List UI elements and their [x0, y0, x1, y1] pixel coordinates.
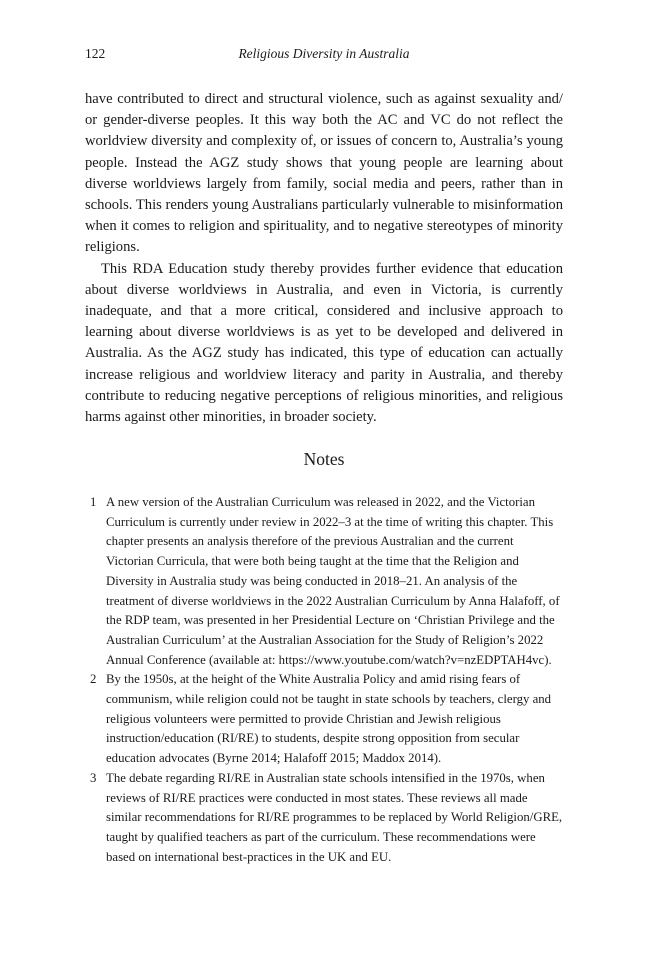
note-text: A new version of the Australian Curriculum was released in 2022, and the Victorian Curriculum is currently under review in 2022–3 at the time of writing this chapter. This chapter presents an analysis therefore of the previous Australian and the current Victorian Curricula, that were both being taught at the time that the Religion and Diversity in Australia study was being conducted in 2018–21. An analysis of the treatment of diverse worldviews in the 2022 Australian Curriculum by Anna Halafoff, of the RDP team, was presented in her Presidential Lecture on ‘Christian Privilege and the Australian Curriculum’ at the Australian Association for the Study of Religion’s 2022 Annual Conference (available at: https://www.youtube.com/watch?v=nzEDPTAH4vc). [106, 495, 560, 667]
notes-heading: Notes [303, 449, 345, 469]
book-page [85, 0, 563, 975]
note-item [85, 493, 563, 670]
running-title: Religious Diversity in Australia [238, 46, 410, 61]
note-item [85, 769, 563, 868]
note-number: 3 [90, 770, 97, 785]
running-head [85, 46, 563, 64]
note-text: The debate regarding RI/RE in Australian state schools intensified in the 1970s, when reviews of RI/RE practices were conducted in most states. These reviews all made similar recommendations for RI/RE programmes to be replaced by World Religion/GRE, taught by qualified teachers as part of the curriculum. These recommendations were based on international best-practices in the UK and EU. [106, 770, 563, 864]
note-item [85, 670, 563, 769]
notes-list [85, 493, 563, 867]
body-paragraph: have contributed to direct and structural violence, such as against sexuality and/ or gender-diverse peoples. It this way both the AC and VC do not reflect the worldview diversity and complexity of, or issues of concern to, Australia’s young people. Instead the AGZ study shows that young people are learning about diverse worldviews largely from family, social media and peers, rather than in schools. This renders young Australians particularly vulnerable to misinformation when it comes to religion and spirituality, and to negative stereotypes of minority religions. [85, 91, 563, 256]
body-text [85, 89, 563, 428]
page-number: 122 [85, 46, 106, 61]
note-number: 1 [90, 495, 97, 509]
body-paragraph: This RDA Education study thereby provides further evidence that education about diverse worldviews in Australia, and even in Victoria, is currently inadequate, and that a more critical, considered and inclusive approach to learning about diverse worldviews is as yet to be developed and delivered in Australia. As the AGZ study has indicated, this type of education can actually increase religious and worldview literacy and parity in Australia, and thereby contribute to reducing negative perceptions of religious minorities, and religious harms against other minorities, in broader society. [85, 260, 563, 426]
note-text: By the 1950s, at the height of the White Australia Policy and amid rising fears of communism, while religion could not be taught in state schools by teachers, clergy and religious volunteers were permitted to provide Christian and Jewish religious instruction/education (RI/RE) to students, despite strong opposition from secular education advocates (Byrne 2014; Halafoff 2015; Maddox 2014). [106, 672, 552, 766]
note-number: 2 [90, 672, 97, 687]
